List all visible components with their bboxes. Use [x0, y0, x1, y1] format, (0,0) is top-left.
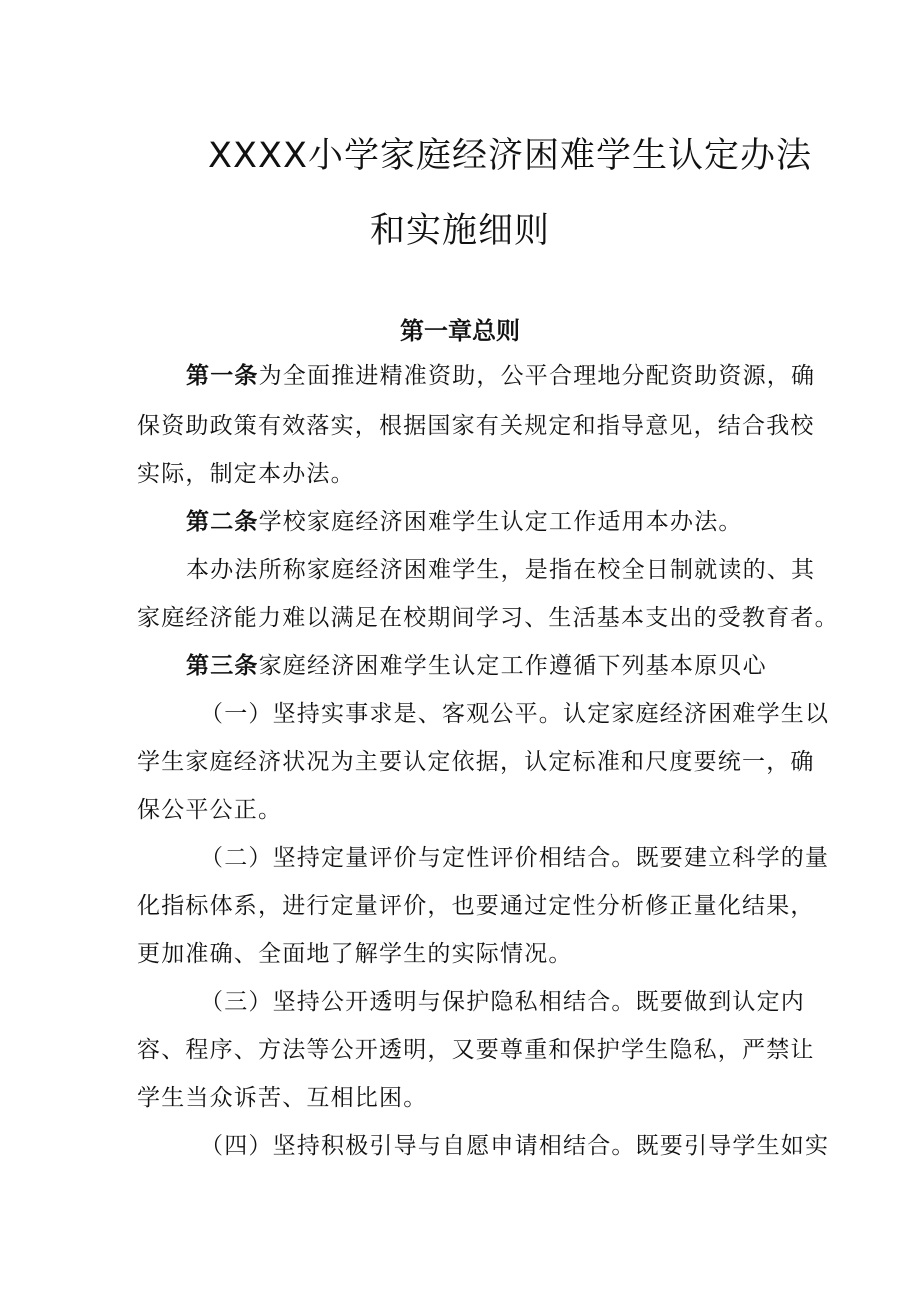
- definition-line2: 家庭经济能力难以满足在校期间学习、生活基本支出的受教育者。: [137, 605, 839, 631]
- document-title-line2: 和实施细则: [369, 211, 550, 251]
- article2-text1: 学校家庭经济困难学生认定工作适用本办法。: [258, 509, 743, 535]
- principle2-line3: 更加准确、全面地了解学生的实际情况。: [137, 941, 573, 967]
- principle1-line3: 保公平公正。: [137, 797, 283, 823]
- principle3-line2: 容、程序、方法等公开透明，又要尊重和保护学生隐私，严禁让: [137, 1037, 815, 1063]
- article1-line3: 实际，制定本办法。: [137, 461, 355, 487]
- document-title-line1: XXXX小学家庭经济困难学生认定办法: [208, 136, 812, 176]
- principle1-line2: 学生家庭经济状况为主要认定依据，认定标准和尺度要统一，确: [137, 749, 815, 775]
- article3-text1: 家庭经济困难学生认定工作遵循下列基本原贝心: [258, 653, 767, 679]
- article1-line2: 保资助政策有效落实，根据国家有关规定和指导意见，结合我校: [137, 413, 815, 439]
- article3-line1: [186, 651, 767, 681]
- principle4-line1: （四）坚持积极引导与自愿申请相结合。既要引导学生如实: [200, 1133, 830, 1159]
- principle3-line1: （三）坚持公开透明与保护隐私相结合。既要做到认定内: [200, 989, 805, 1015]
- principle1-line1: （一）坚持实事求是、客观公平。认定家庭经济困难学生以: [200, 701, 830, 727]
- article2-label: 第二条: [186, 509, 259, 535]
- principle2-line1: （二）坚持定量评价与定性评价相结合。既要建立科学的量: [200, 845, 830, 871]
- principle3-line3: 学生当众诉苦、互相比困。: [137, 1085, 428, 1111]
- definition-line1: 本办法所称家庭经济困难学生，是指在校全日制就读的、其: [186, 557, 816, 583]
- article1-label: 第一条: [186, 363, 259, 389]
- chapter-heading: 第一章总则: [400, 317, 520, 345]
- article1-line1: [186, 361, 816, 391]
- principle2-line2: 化指标体系，进行定量评价，也要通过定性分析修正量化结果，: [137, 893, 815, 919]
- article1-text1: 为全面推进精准资助，公平合理地分配资助资源，确: [258, 363, 816, 389]
- article3-label: 第三条: [186, 653, 259, 679]
- article2-line1: [186, 507, 743, 537]
